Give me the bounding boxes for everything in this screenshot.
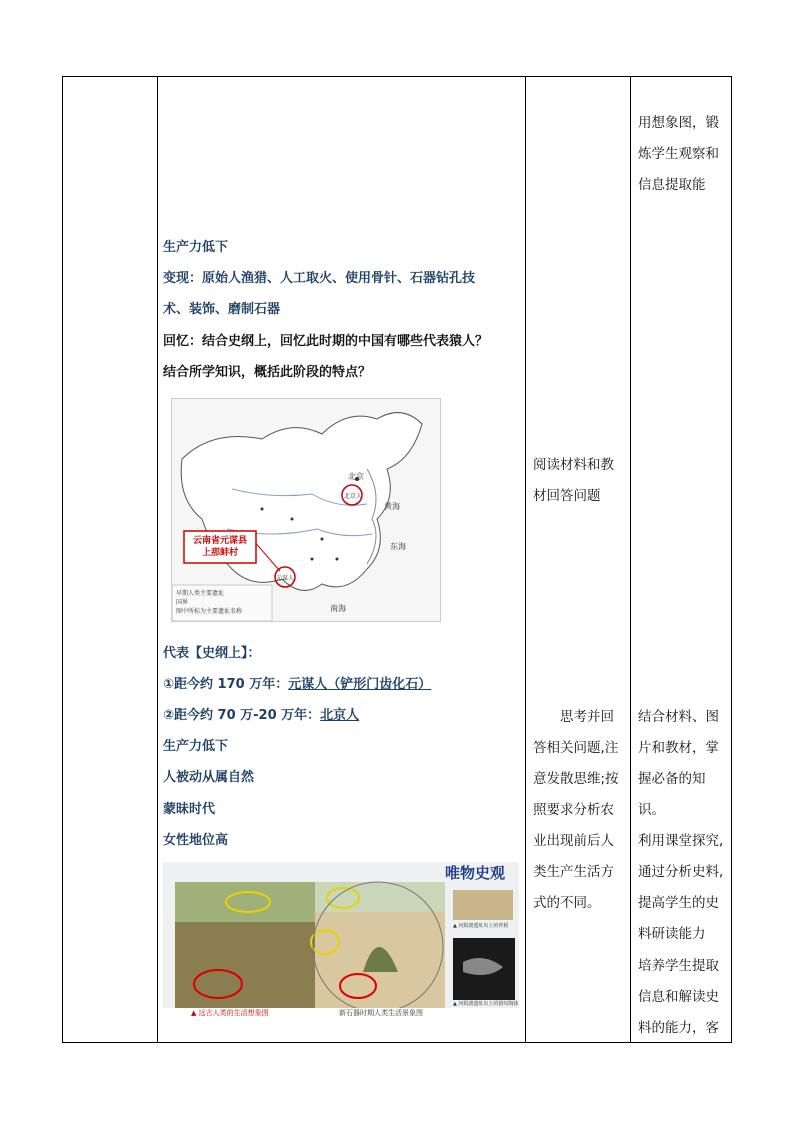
representative-2 [163, 708, 359, 724]
text-line: 炼学生观察和 [638, 146, 719, 162]
representatives-title: 代表【史纲上】： [163, 646, 261, 661]
text-line: 类生产生活方 [533, 864, 614, 880]
activity-block-2 [533, 702, 627, 919]
text-line: 意发散思维;按 [533, 771, 619, 787]
summary-question: 结合所学知识，概括此阶段的特点？ [163, 365, 372, 380]
intent-block-2 [638, 702, 732, 950]
map-legend-note: 图中所标为主要遗址名称 [176, 608, 243, 615]
map-label-yellow-sea: 黄海 [384, 502, 400, 511]
feature-1: 生产力低下 [163, 739, 229, 754]
map-label-yuanmou: 元谋人 [276, 575, 295, 582]
rep1-prefix: ①距今约 170 万年： [163, 677, 289, 692]
text-line: 用想象图，锻 [638, 115, 719, 131]
column-divider-3 [630, 77, 631, 1042]
caption-ancient-life: ▲ 远古人类的生活想象图 [191, 1009, 269, 1017]
map-label-beijing: 北京 [348, 472, 364, 481]
intent-block-1 [638, 108, 730, 201]
map-label-south-sea: 南海 [330, 604, 346, 613]
text-line: 培养学生提取 [638, 958, 719, 974]
illustration-drawing [163, 862, 519, 1018]
caption-bone-tool: ▲ 河姆渡遗址出土的骨耜 [453, 923, 509, 929]
caption-neolithic-life: 新石器时期人类生活景象图 [339, 1009, 423, 1017]
manifestation-line: 变现：原始人渔猎、人工取火、使用骨针、石器钻孔技 [163, 271, 476, 286]
recall-question: 回忆：结合史纲上，回忆此时期的中国有哪些代表猿人？ [163, 334, 489, 349]
map-callout-line2: 上那蚌村 [201, 548, 238, 558]
text-line: 结合材料、图 [638, 709, 719, 725]
historical-materialism-stamp: 唯物史观 [445, 864, 506, 882]
text-line: 业出现前后人 [533, 833, 614, 849]
activity-block-1 [533, 450, 614, 512]
intent-block-3 [638, 951, 730, 1044]
rep1-name: 元谋人 [288, 677, 328, 692]
activity-line: 阅读材料和教 [533, 457, 614, 473]
map-callout-line1: 云南省元谋县 [192, 536, 247, 546]
feature-3: 蒙昧时代 [163, 802, 216, 817]
activity-line: 材回答问题 [533, 488, 601, 504]
manifestation-line-2: 术、装饰、磨制石器 [163, 302, 281, 317]
map-label-beijing-man: 北京人 [344, 493, 363, 500]
rep1-note: （铲形门齿化石） [327, 677, 432, 692]
text-line: 式的不同。 [533, 895, 601, 911]
text-line: 照要求分析农 [533, 802, 614, 818]
feature-4: 女性地位高 [163, 833, 229, 848]
text-line: 握必备的知识。 [638, 771, 706, 818]
ancient-life-illustration [163, 862, 519, 1018]
caption-pottery: ▲ 河姆渡遗址出土的猪纹陶钵 [453, 1001, 519, 1007]
text-line: 信息提取能 [638, 177, 706, 193]
text-line: 料的能力，客 [638, 1020, 719, 1036]
china-map-image [171, 398, 441, 622]
map-label-east-sea: 东海 [390, 542, 406, 551]
text-line: 片和教材，掌 [638, 740, 719, 756]
map-legend-border: 国界 [176, 599, 189, 606]
column-divider-1 [157, 77, 158, 1042]
text-line: 通过分析史料, [638, 864, 724, 880]
column-divider-2 [525, 77, 526, 1042]
feature-2: 人被动从属自然 [163, 770, 255, 785]
representative-1 [163, 677, 431, 693]
rep2-name: 北京人 [320, 708, 360, 723]
text-line: 信息和解读史 [638, 989, 719, 1005]
map-legend-sites: 早期人类主要遗址 [176, 590, 225, 597]
productivity-low-heading: 生产力低下 [163, 240, 229, 255]
text-line: 利用课堂探究, [638, 833, 724, 849]
rep2-prefix: ②距今约 70 万-20 万年： [163, 708, 321, 723]
text-line: 料研读能力 [638, 926, 706, 942]
text-line: 提高学生的史 [638, 895, 719, 911]
text-line: 思考并回 [560, 709, 614, 725]
text-line: 答相关问题,注 [533, 740, 619, 756]
